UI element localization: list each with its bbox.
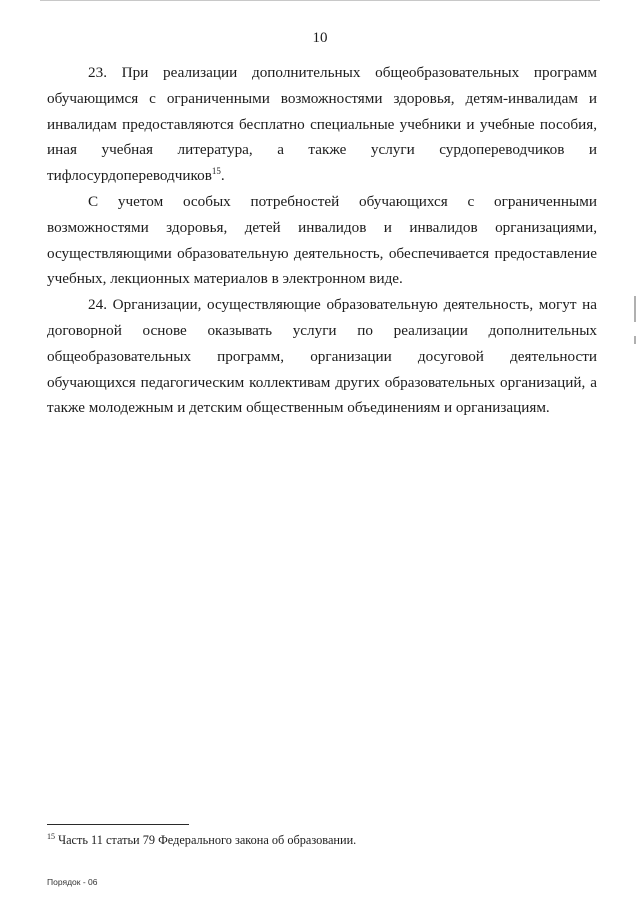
document-body (47, 60, 597, 421)
page-number: 10 (312, 30, 328, 46)
scan-artifact (634, 336, 636, 344)
footnote-marker: 15 (47, 831, 55, 841)
footnote-text: Часть 11 статьи 79 Федерального закона об образовании. (58, 833, 357, 847)
footnote-separator (47, 824, 189, 825)
footnote-reference[interactable]: 15 (211, 166, 221, 177)
footer-document-code: Порядок - 06 (47, 877, 98, 887)
paragraph-23-continuation: С учетом особых потребностей обучающихся с ограниченными возможностями здоровья, детей инвалидов и инвалидов организациями, осуществляющими образовательную деятельность, обеспечивается предоставление учебных, лекционных материалов в электронном виде. (47, 192, 597, 288)
scan-artifact (634, 296, 636, 322)
paragraph-23-text: 23. При реализации дополнительных общеобразовательных программ обучающимся с ограниченными возможностями здоровья, детям-инвалидам и инвалидам предоставляются бесплатно специальные учебники и учебные пособия, иная учебная литература, а также услуги сурдопереводчиков и тифлосурдопереводчиков (47, 64, 597, 185)
page-top-edge (40, 0, 600, 1)
paragraph-24: 24. Организации, осуществляющие образовательную деятельность, могут на договорной основе оказывать услуги по реализации дополнительных общеобразовательных программ, организации досуговой деятельности обучающихся педагогическим коллективам других образовательных организаций, а также молодежным и детским общественным объединениям и организациям. (47, 296, 597, 417)
footnote (47, 832, 567, 848)
paragraph-23 (47, 60, 597, 189)
footnote-reference-period: . (220, 167, 225, 185)
